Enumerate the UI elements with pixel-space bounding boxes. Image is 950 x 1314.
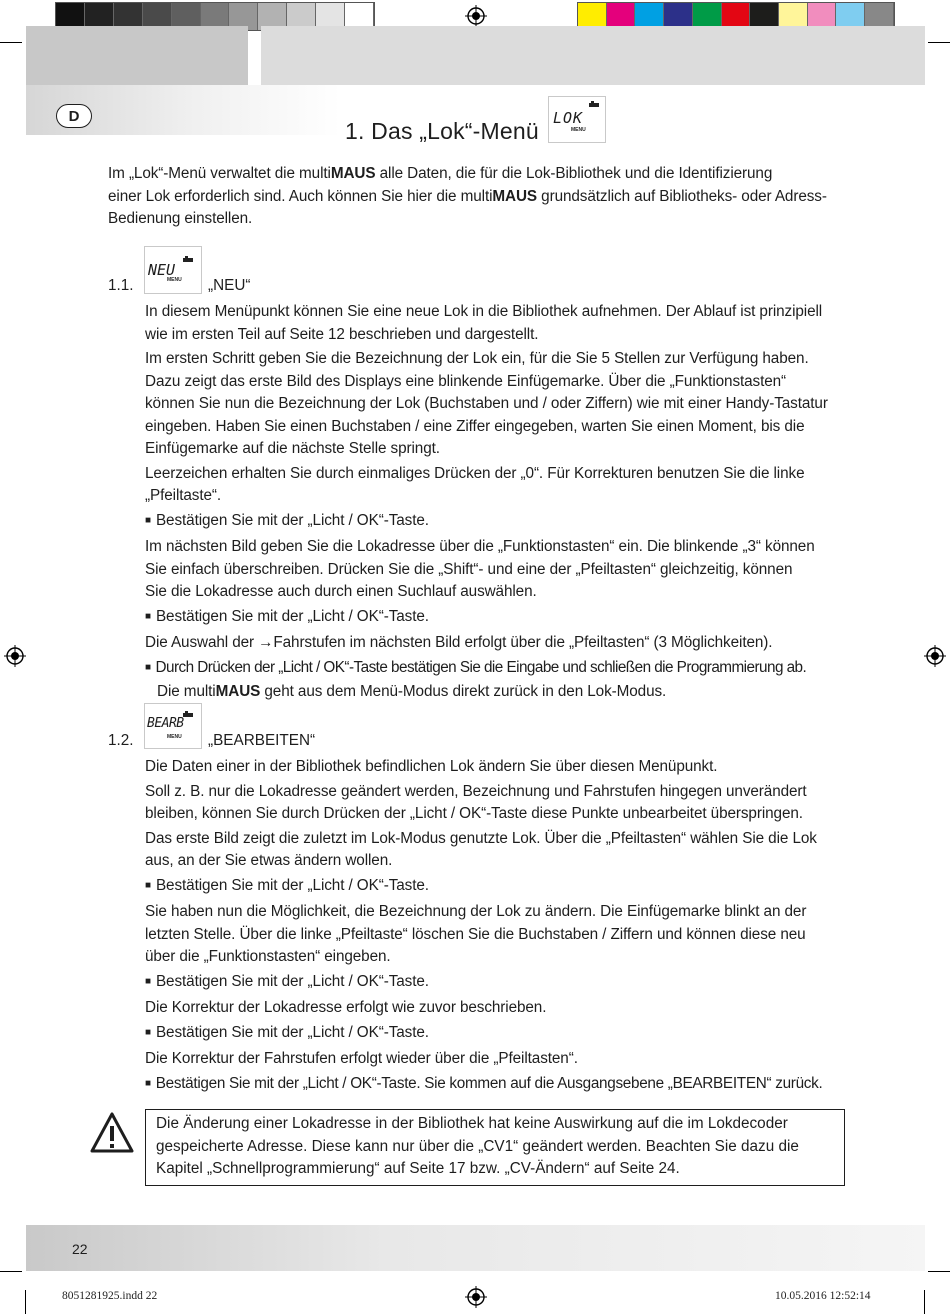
page-title: 1. Das „Lok“-Menü — [345, 118, 539, 144]
lcd-display-neu — [144, 246, 202, 294]
page-number: 22 — [72, 1241, 88, 1257]
crop-mark — [924, 1290, 925, 1314]
section2-body: Die Daten einer in der Bibliothek befindlichen Lok ändern Sie über diesen Menüpunkt. Soll z. B. nur die Lokadresse geändert werden, Bezeichnung und Fahrstufen hingegen unverändert bleiben, können Sie durch Drücken der „Licht / OK“-Taste diese Punkte unbearbeitet überspringen. Das erste Bild zeigt die zuletzt im Lok-Modus genutzte Lok. Über die „Pfeiltasten“ wählen Sie die Lok aus, an der Sie etwas ändern wollen. ■ Bestätigen Sie mit der „Licht / OK“-Taste. Sie haben nun die Möglichkeit, die Bezeichnung der Lok zu ändern. Die Einfügemarke blinkt an der letzten Stelle. Über die linke „Pfeiltaste“ löschen Sie die Buchstaben / Ziffern und können diese neu über die „Funktionstasten“ eingeben. ■ Bestätigen Sie mit der „Licht / OK“-Taste. Die Korrektur der Lokadresse erfolgt wie zuvor beschrieben. ■ Bestätigen Sie mit der „Licht / OK“-Taste. Die Korrektur der Fahrstufen erfolgt wieder über die „Pfeiltasten“. ■ Bestätigen Sie mit der „Licht / OK“-Taste. Sie kommen auf die Ausgangsebene „BEARBEITEN“ zurück. — [145, 756, 850, 1097]
footer-band — [26, 1225, 925, 1271]
section-title: „BEARBEITEN“ — [208, 732, 316, 749]
registration-mark-icon — [4, 645, 26, 667]
footer-filename: 8051281925.indd 22 — [62, 1290, 158, 1302]
section-number: 1.1. — [108, 277, 134, 294]
crop-mark — [0, 42, 22, 43]
crop-mark — [25, 1290, 26, 1314]
lcd-menu-label: MENU — [571, 127, 586, 133]
lcd-display-bearb — [144, 703, 202, 749]
crop-mark — [928, 42, 950, 43]
warning-triangle-icon — [89, 1111, 135, 1155]
lcd-text: NEU — [148, 261, 176, 279]
lcd-menu-label: MENU — [167, 734, 182, 740]
warning-note-box: Die Änderung einer Lokadresse in der Bibliothek hat keine Auswirkung auf die im Lokdecoder gespeicherte Adresse. Diese kann nur über die „CV1“ geändert werden. Beachten Sie dazu die Kapitel „Schnellprogrammierung“ auf Seite 17 bzw. „CV-Ändern“ auf Seite 24. — [145, 1109, 845, 1186]
header-gray-block-right — [261, 26, 925, 85]
section1-body: In diesem Menüpunkt können Sie eine neue Lok in die Bibliothek aufnehmen. Der Ablauf ist prinzipiell wie im ersten Teil auf Seite 12 beschrieben und dargestellt. Im ersten Schritt geben Sie die Bezeichnung der Lok ein, für die Sie 5 Stellen zur Verfügung haben. Dazu zeigt das erste Bild des Displays eine blinkende Einfügemarke. Über die „Funktionstasten“ können Sie nun die Bezeichnung der Lok (Buchstaben und / oder Ziffern) wie mit einer Handy-Tastatur eingeben. Haben Sie einen Buchstaben / eine Ziffer eingegeben, warten Sie einen Moment, bis die Einfügemarke auf die nächste Stelle springt. Leerzeichen erhalten Sie durch einmaliges Drücken der „0“. Für Korrekturen benutzen Sie die linke „Pfeiltaste“. ■ Bestätigen Sie mit der „Licht / OK“-Taste. Im nächsten Bild geben Sie die Lokadresse über die „Funktionstasten“ ein. Die blinkende „3“ können Sie einfach überschreiben. Drücken Sie die „Shift“- und eine der „Pfeiltasten“ gleichzeitig, können Sie die Lokadresse auch durch einen Suchlauf auswählen. ■ Bestätigen Sie mit der „Licht / OK“-Taste. Die Auswahl der →Fahrstufen im nächsten Bild erfolgt über die „Pfeiltasten“ (3 Möglichkeiten). ■ Durch Drücken der „Licht / OK“-Taste bestätigen Sie die Eingabe und schließen die Programmierung ab. Die multiMAUS geht aus dem Menü-Modus direkt zurück in den Lok-Modus. — [145, 301, 850, 704]
header-gray-block-left — [26, 26, 248, 85]
lcd-text: LOK — [553, 109, 584, 127]
registration-mark-icon — [924, 645, 946, 667]
registration-mark-icon — [465, 5, 487, 27]
lcd-text: BEARB — [147, 716, 184, 731]
intro-paragraph: Im „Lok“-Menü verwaltet die multiMAUS alle Daten, die für die Lok-Bibliothek und die Identifizierung einer Lok erforderlich sind. Auch können Sie hier die multiMAUS grundsätzlich auf Bibliotheks- oder Adress- Bedienung einstellen. — [108, 165, 827, 227]
lcd-menu-label: MENU — [167, 277, 182, 283]
crop-mark — [0, 1271, 22, 1272]
section-title: „NEU“ — [208, 277, 251, 294]
crop-mark — [928, 1271, 950, 1272]
lcd-display-lok — [548, 96, 606, 143]
language-badge: D — [56, 104, 92, 128]
footer-timestamp: 10.05.2016 12:52:14 — [775, 1290, 871, 1302]
section-number: 1.2. — [108, 732, 134, 749]
registration-mark-icon — [465, 1286, 487, 1308]
